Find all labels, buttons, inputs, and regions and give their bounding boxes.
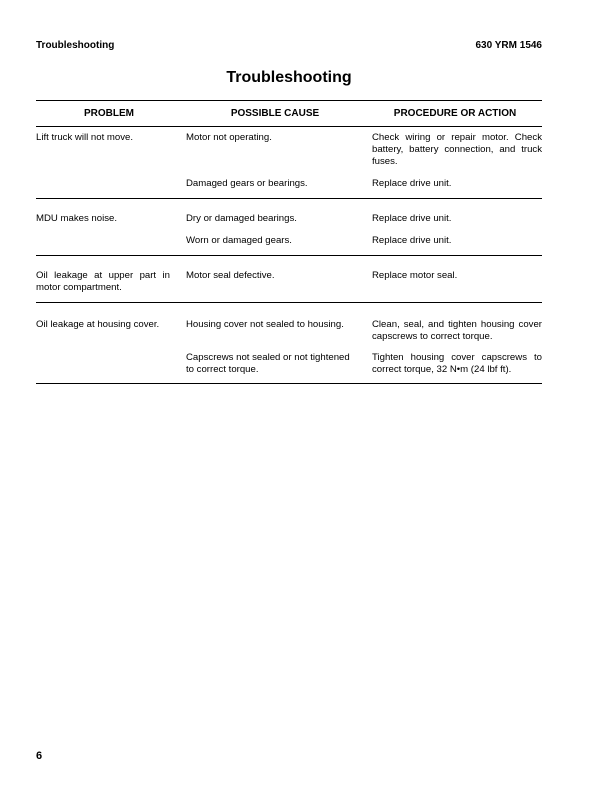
cause-cell: Worn or damaged gears. [186, 235, 292, 246]
action-cell: Tighten housing cover capscrews to correct torque, 32 N•m (24 lbf ft). [372, 352, 542, 375]
row-divider [36, 255, 542, 256]
cause-cell: Housing cover not sealed to housing. [186, 319, 344, 330]
page-title: Troubleshooting [226, 69, 352, 86]
header-rule [36, 126, 542, 127]
problem-cell: MDU makes noise. [36, 213, 118, 224]
table-bottom-rule [36, 383, 542, 384]
row-divider [36, 302, 542, 303]
table-top-rule [36, 100, 542, 101]
row-divider [36, 198, 542, 199]
header-doc-number: 630 YRM 1546 [475, 40, 542, 51]
action-cell: Replace drive unit. [372, 178, 452, 189]
column-header-problem: PROBLEM [84, 108, 134, 119]
cause-cell: Capscrews not sealed or not tightened to correct torque. [186, 352, 350, 375]
cause-cell: Dry or damaged bearings. [186, 213, 297, 224]
action-cell: Clean, seal, and tighten housing cover capscrews to correct torque. [372, 319, 542, 342]
page-number: 6 [36, 750, 43, 762]
cause-cell: Damaged gears or bearings. [186, 178, 308, 189]
header-section-title: Troubleshooting [36, 40, 115, 51]
column-header-cause: POSSIBLE CAUSE [230, 108, 320, 119]
cause-cell: Motor not operating. [186, 132, 272, 143]
problem-cell: Lift truck will not move. [36, 132, 134, 143]
problem-cell: Oil leakage at upper part in motor compartment. [36, 270, 170, 293]
action-cell: Replace drive unit. [372, 235, 452, 246]
action-cell: Replace motor seal. [372, 270, 458, 281]
column-header-action: PROCEDURE OR ACTION [393, 108, 517, 119]
problem-cell: Oil leakage at housing cover. [36, 319, 160, 330]
cause-cell: Motor seal defective. [186, 270, 275, 281]
action-cell: Check wiring or repair motor. Check battery, battery connection, and truck fuses. [372, 132, 542, 167]
action-cell: Replace drive unit. [372, 213, 452, 224]
